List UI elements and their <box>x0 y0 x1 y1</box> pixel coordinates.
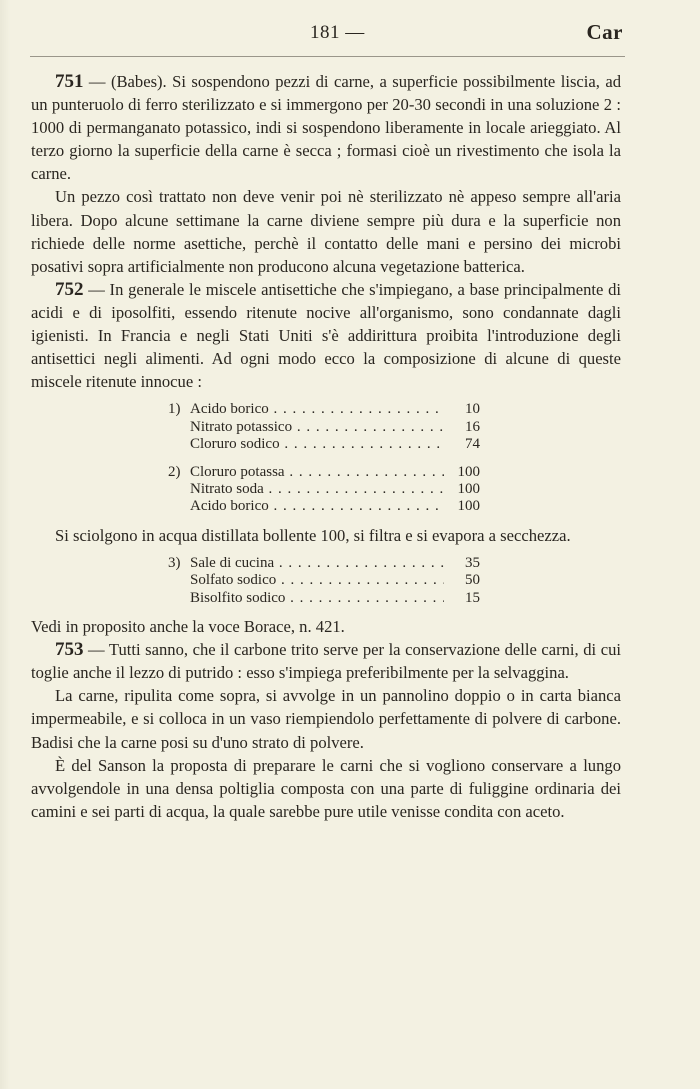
entry-number: 752 <box>55 278 84 300</box>
paragraph-751 <box>31 70 621 185</box>
paragraph-752-reference: Vedi in proposito anche la voce Borace, n. 421. <box>31 617 345 637</box>
ingredient-amount: 74 <box>465 436 480 453</box>
recipe-row <box>168 419 480 436</box>
ingredient-amount: 100 <box>457 463 480 480</box>
paragraph-753 <box>31 638 621 684</box>
entry-number: 753 <box>55 639 84 661</box>
running-head: Car <box>586 20 623 44</box>
recipe-row <box>168 401 480 418</box>
ingredient-amount: 50 <box>465 572 480 589</box>
entry-number: 751 <box>55 71 84 92</box>
ingredient-name: Nitrato soda . . . <box>190 481 444 498</box>
ingredient-name: Acido borico . . . <box>190 401 444 418</box>
recipe-list-a <box>31 401 621 515</box>
page-number: 181 — <box>310 22 365 43</box>
ingredient-amount: 10 <box>465 401 480 418</box>
recipe-1 <box>31 401 621 453</box>
paragraph-751-continued: Un pezzo così trattato non deve venir poi nè sterilizzato nè appeso sempre all'aria libera. Dopo alcune settimane la carne diviene sempre più dura e la superficie non richiede delle norme asettiche, perchè il contatto delle mani e persino dei microbi posativi sopra artificialmente non producono alcuna vegetazione batterica. <box>31 187 621 276</box>
recipe-row <box>168 555 480 572</box>
recipe-label: 2) <box>168 463 181 480</box>
ingredient-name: Bisolfito sodico . . . <box>190 590 444 607</box>
paragraph-text: — (Babes). Si sospendono pezzi di carne, a superficie possibilmente liscia, ad un punteruolo di ferro sterilizzato e si immergono per 20-30 secondi in una soluzione 2 : 1000 di permanganato potassico, indi si sospendono liberamente in locale arieggiato. Al terzo giorno la superficie della carne è secca ; formasi cioè un rivestimento che isola la carne. <box>31 72 621 184</box>
recipe-label: 3) <box>168 554 181 571</box>
ingredient-amount: 100 <box>457 480 480 497</box>
paragraph-752 <box>31 278 621 393</box>
recipe-row <box>168 498 480 515</box>
ingredient-name: Cloruro sodico . . . <box>190 436 444 453</box>
ingredient-name: Nitrato potassico . . . <box>190 419 444 436</box>
recipe-list-b <box>31 555 621 607</box>
paragraph-text: — Tutti sanno, che il carbone trito serve per la conservazione delle carni, di cui toglie anche il lezzo di putrido : esso s'impiega preferibilmente per la selvaggina. <box>31 640 621 683</box>
page-body <box>31 70 621 823</box>
ingredient-name: Cloruro potassa . . . <box>190 464 444 481</box>
ingredient-name: Solfato sodico . . . <box>190 572 444 589</box>
recipe-3 <box>31 555 621 607</box>
recipe-row <box>168 481 480 498</box>
ingredient-name: Acido borico . . . <box>190 498 444 515</box>
page-edge-shadow <box>0 0 10 1089</box>
ingredient-amount: 100 <box>457 498 480 515</box>
ingredient-name: Sale di cucina . . . <box>190 555 444 572</box>
paragraph-753-continued: La carne, ripulita come sopra, si avvolge in un pannolino doppio o in carta bianca impermeabile, e si colloca in un vaso riempiendolo perfettamente di polvere di carbone. Badisi che la carne posi su d'uno strato di polvere. <box>31 686 621 752</box>
ingredient-amount: 35 <box>465 554 480 571</box>
recipe-row <box>168 436 480 453</box>
recipe-label: 1) <box>168 401 181 418</box>
paragraph-text: — In generale le miscele antisettiche che s'impiegano, a base principalmente di acidi e di iposolfiti, essendo ritenute nocive all'organismo, sono condannate dagli igienisti. In Francia e negli Stati Uniti s'è addirittura proibita l'introduzione degli antisettici negli alimenti. Ad ogni modo ecco la composizione di alcune di queste miscele ritenute innocue : <box>31 279 621 392</box>
recipe-row <box>168 464 480 481</box>
recipe-2 <box>31 464 621 516</box>
paragraph-753-final: È del Sanson la proposta di preparare le carni che si vogliono conservare a lungo avvolgendole in una densa poltiglia composta con una parte di fuliggine ordinaria dei camini e sei parti di acqua, la quale sarebbe pure utile venisse condita con aceto. <box>31 755 621 821</box>
page-header <box>30 20 625 57</box>
ingredient-amount: 16 <box>465 418 480 435</box>
ingredient-amount: 15 <box>465 589 480 606</box>
recipe-row <box>168 572 480 589</box>
recipe-row <box>168 590 480 607</box>
paragraph-752-instructions: Si sciolgono in acqua distillata bollente 100, si filtra e si evapora a secchezza. <box>55 525 571 545</box>
